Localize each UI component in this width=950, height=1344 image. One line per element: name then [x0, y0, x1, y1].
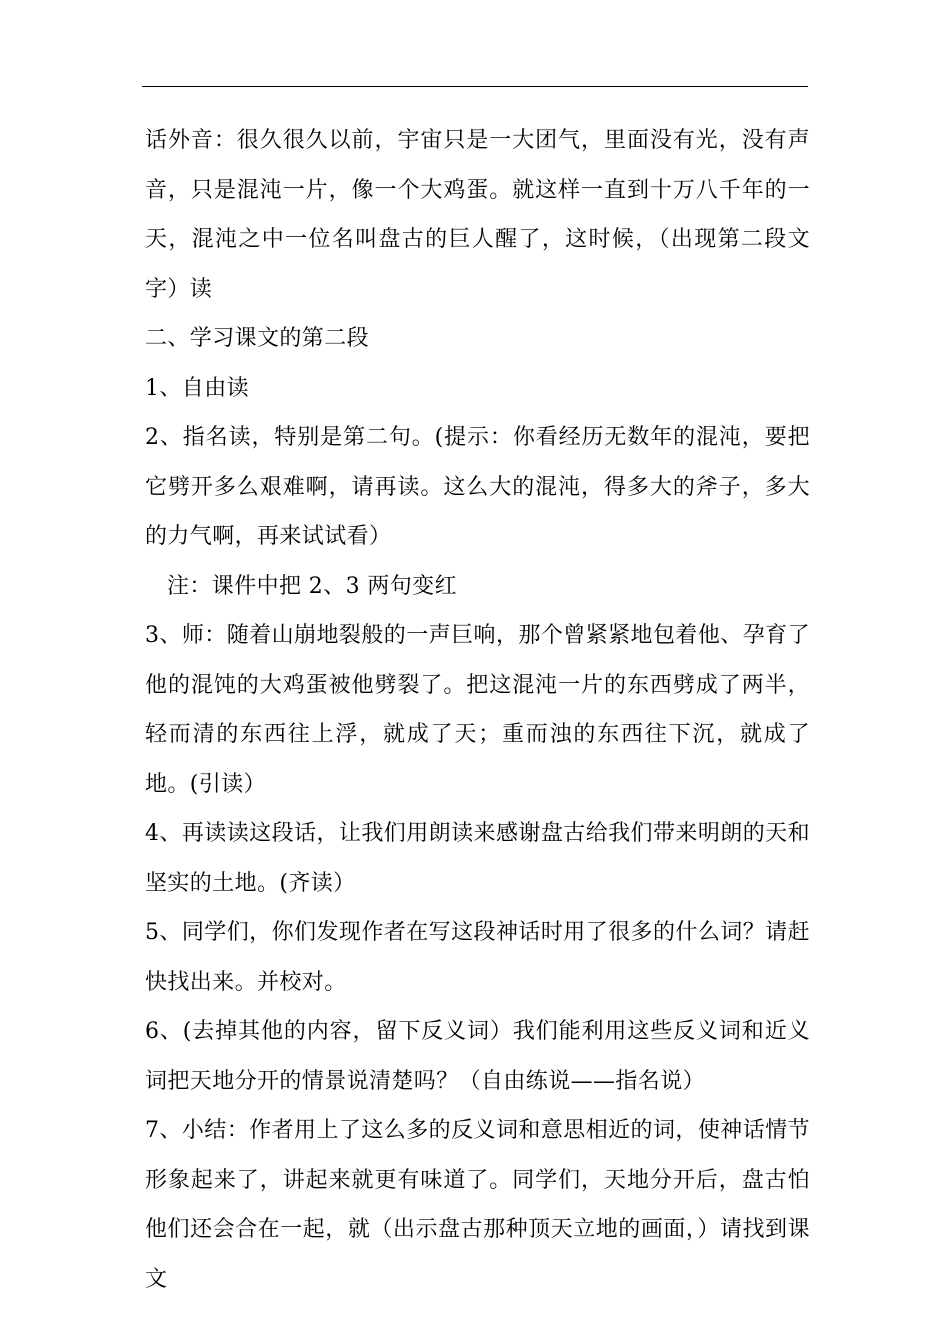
list-item-5: 5、同学们，你们发现作者在写这段神话时用了很多的什么词？请赶快找出来。并校对。: [145, 920, 810, 995]
section-heading: 二、学习课文的第二段: [145, 326, 370, 351]
list-item-6: 6、(去掉其他的内容，留下反义词）我们能利用这些反义词和近义词把天地分开的情景说清楚吗？（自由练说——指名说）: [145, 1019, 810, 1094]
header-rule: [142, 86, 808, 87]
note-paragraph: 注：课件中把 2、3 两句变红: [167, 573, 457, 599]
paragraph-intro: 话外音：很久很久以前，宇宙只是一大团气，里面没有光，没有声音，只是混沌一片，像一个大鸡蛋。就这样一直到十万八千年的一天，混沌之中一位名叫盘古的巨人醒了，这时候，（出现第二段文字）读: [145, 128, 810, 302]
list-item-4: 4、再读读这段话，让我们用朗读来感谢盘古给我们带来明朗的天和坚实的土地。(齐读）: [145, 821, 810, 896]
list-item-7: 7、小结：作者用上了这么多的反义词和意思相近的词，使神话情节形象起来了，讲起来就更有味道了。同学们，天地分开后，盘古怕他们还会合在一起，就（出示盘古那种顶天立地的画面，）请找到课文: [145, 1118, 810, 1292]
list-item-1: 1、自由读: [145, 375, 249, 401]
list-item-2: 2、指名读，特别是第二句。(提示：你看经历无数年的混沌，要把它劈开多么艰难啊，请再读。这么大的混沌，得多大的斧子，多大的力气啊，再来试试看）: [145, 425, 810, 549]
document-body: [145, 116, 810, 1304]
list-item-3: 3、师：随着山崩地裂般的一声巨响，那个曾紧紧地包着他、孕育了他的混饨的大鸡蛋被他劈裂了。把这混沌一片的东西劈成了两半，轻而清的东西往上浮，就成了天；重而浊的东西往下沉，就成了地。(引读）: [145, 623, 810, 797]
